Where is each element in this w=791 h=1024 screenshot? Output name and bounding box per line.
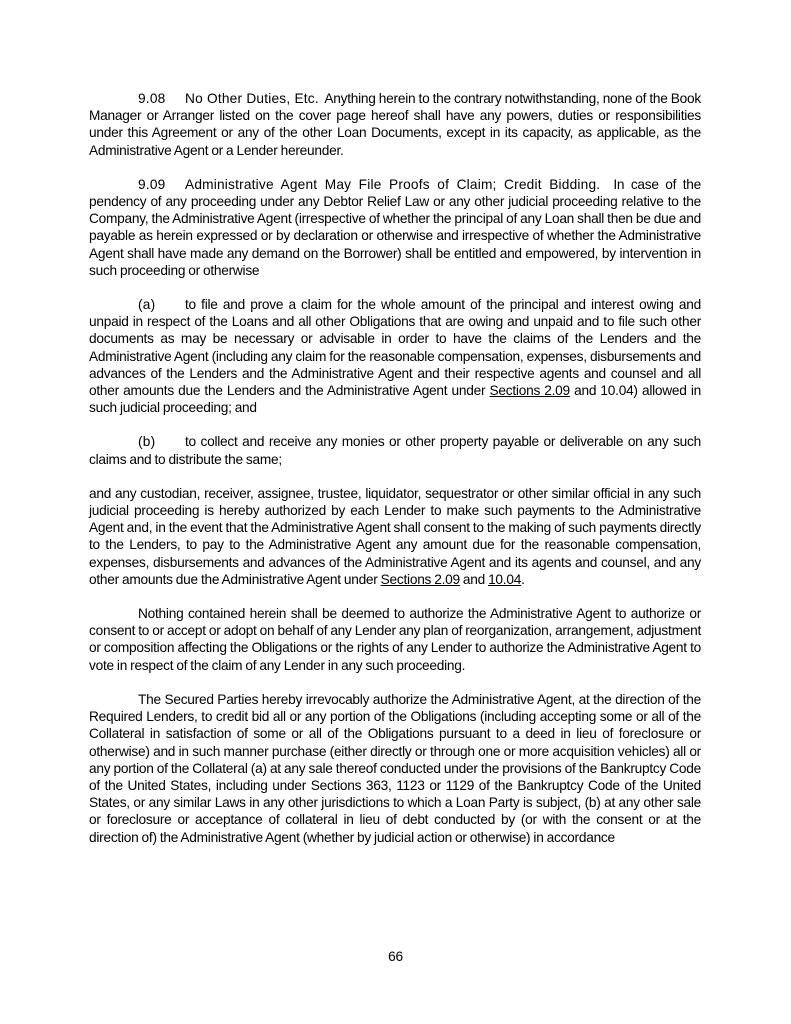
section-number: 9.08 (138, 91, 166, 106)
paragraph-end: . (521, 571, 525, 587)
clause-text-before: to file and prove a claim for the whole amount of the principal and interest owing and unpaid in respect of the Loans and all other Obligations that are owing and unpaid and to file such other documents as may be necessary or advisable in order to have the claims of the Lenders and the Administrative Agent (including any claim for the reasonable compensation, expenses, disbursements and advances of the Lenders and the Administrative Agent and their respective agents and counsel and all other amounts due the Lenders and the Administrative Agent under (89, 297, 701, 399)
clause-text: to collect and receive any monies or other property payable or deliverable on any such claims and to distribute the same; (89, 434, 701, 467)
custodian-paragraph (89, 485, 701, 588)
section-9-09-paragraph (89, 176, 701, 279)
paragraph-and: and (459, 571, 489, 587)
clause-b-paragraph (89, 433, 701, 467)
clause-label: (a) (138, 297, 156, 313)
section-reference-link: 10.04 (488, 571, 522, 587)
section-heading: No Other Duties, Etc. (185, 91, 319, 106)
clause-a-paragraph (89, 296, 701, 416)
section-number: 9.09 (138, 176, 166, 192)
clause-text-after: and 10.04) allowed in such judicial proceeding; and (89, 383, 701, 416)
section-body: In case of the pendency of any proceeding under any Debtor Relief Law or any other judicial proceeding relative to the Company, the Administrative Agent (irrespective of whether the principal of any Loan shall then be due and payable as herein expressed or by declaration or otherwise and irrespective of whether the Administrative Agent shall have made any demand on the Borrower) shall be entitled and empowered, by intervention in such proceeding or otherwise (89, 176, 701, 278)
paragraph-text: The Secured Parties hereby irrevocably authorize the Administrative Agent, at the direction of the Required Lenders, to credit bid all or any portion of the Obligations (including accepting some or all of the Collateral in satisfaction of some or all of the Obligations pursuant to a deed in lieu of foreclosure or otherwise) and in such manner purchase (either directly or through one or more acquisition vehicles) all or any portion of the Collateral (a) at any sale thereof conducted under the provisions of the Bankruptcy Code of the United States, including under Sections 363, 1123 or 1129 of the Bankruptcy Code of the United States, or any similar Laws in any other jurisdictions to which a Loan Party is subject, (b) at any other sale or foreclosure or acceptance of collateral in lieu of debt conducted by (or with the consent or at the direction of) the Administrative Agent (whether by judicial action or otherwise) in accordance (89, 691, 701, 845)
section-body: Anything herein to the contrary notwithstanding, none of the Book Manager or Arranger listed on the cover page hereof shall have any powers, duties or responsibilities under this Agreement or any of the other Loan Documents, except in its capacity, as applicable, as the Administrative Agent or a Lender hereunder. (89, 91, 701, 158)
paragraph-text: Nothing contained herein shall be deemed to authorize the Administrative Agent to authorize or consent to or accept or adopt on behalf of any Lender any plan of reorganization, arrangement, adjustment or composition affecting the Obligations or the rights of any Lender to authorize the Administrative Agent to vote in respect of the claim of any Lender in any such proceeding. (89, 606, 701, 673)
secured-parties-paragraph (89, 691, 701, 846)
section-heading: Administrative Agent May File Proofs of Claim; Credit Bidding. (185, 176, 601, 192)
document-body (89, 90, 701, 863)
clause-label: (b) (138, 434, 156, 450)
nothing-contained-paragraph (89, 605, 701, 674)
section-9-08-paragraph (89, 90, 701, 159)
section-reference-link: Sections 2.09 (489, 383, 570, 399)
paragraph-text-before: and any custodian, receiver, assignee, trustee, liquidator, sequestrator or other similar official in any such judicial proceeding is hereby authorized by each Lender to make such payments to the Administrative Agent and, in the event that the Administrative Agent shall consent to the making of such payments directly to the Lenders, to pay to the Administrative Agent any amount due for the reasonable compensation, expenses, disbursements and advances of the Administrative Agent and its agents and counsel, and any other amounts due the Administrative Agent under (89, 485, 701, 587)
page-number: 66 (388, 949, 403, 964)
section-reference-link: Sections 2.09 (380, 571, 460, 587)
